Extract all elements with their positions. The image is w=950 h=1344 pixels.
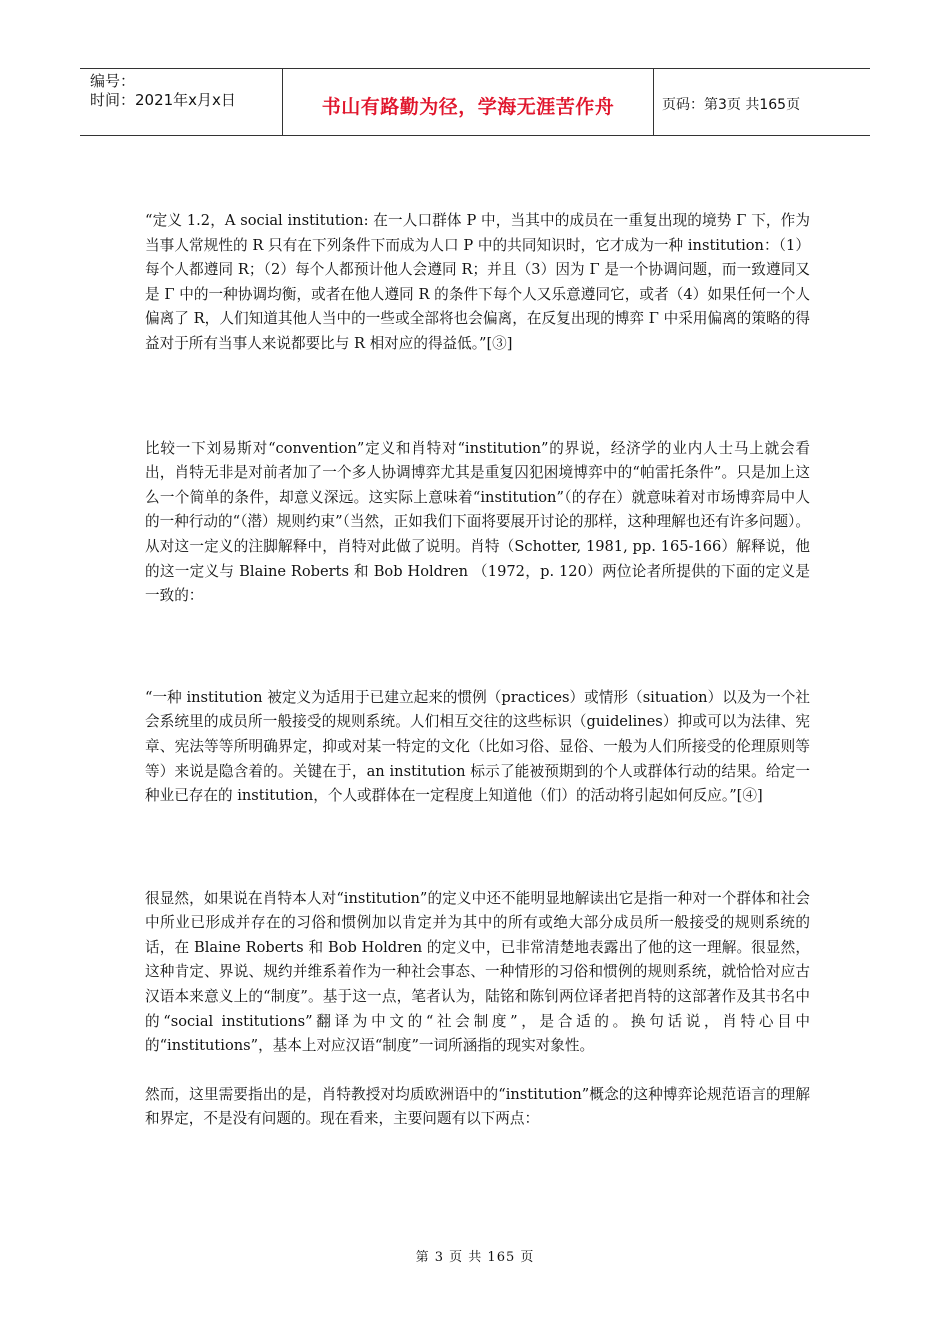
header-page-info: 页码：第3页 共165页	[662, 97, 801, 113]
problem-intro-paragraph: 然而，这里需要指出的是，肖特教授对均质欧洲语中的“institution”概念的这种博弈论规范语言的理解和界定，不是没有问题的。现在看来，主要问题有以下两点：	[145, 1085, 810, 1128]
page-footer: 第 3 页 共 165 页	[415, 1250, 535, 1265]
page-header	[80, 68, 870, 136]
document-number-label: 编号：	[90, 72, 136, 90]
paragraph-spacer	[145, 1059, 810, 1083]
header-meta	[80, 69, 283, 135]
paragraph-spacer	[145, 609, 810, 686]
paragraph-spacer	[145, 357, 810, 437]
document-body	[145, 209, 810, 1132]
document-time-label: 时间：2021年x月x日	[90, 91, 236, 109]
quote-definition-paragraph: “定义 1.2，A social institution: 在一人口群体 P 中，当其中的成员在一重复出现的境势 Γ 下，作为当事人常规性的 R 只有在下列条件下而成为人口 P 中的共同知识时，它才成为一种 institution：（1）每个人都遵同 R；（2）每个人都预计他人会遵同 R；并且（3）因为 Γ 是一个协调问题，而一致遵同又是 Γ 中的一种协调均衡，或者在他人遵同 R 的条件下每个人又乐意遵同它，或者（4）如果任何一个人偏离了 R，人们知道其他人当中的一些或全部将也会偏离，在反复出现的博弈 Γ 中采用偏离的策略的得益对于所有当事人来说都要比与 R 相对应的得益低。”[③]	[145, 212, 810, 352]
quote-institution-paragraph: “一种 institution 被定义为适用于已建立起来的惯例（practices）或情形（situation）以及为一个社会系统里的成员所一般接受的规则系统。人们相互交往的这些标识（guidelines）抑或可以为法律、宪章、宪法等等所明确界定，抑或对某一特定的文化（比如习俗、显俗、一般为人们所接受的伦理原则等等）来说是隐含着的。关键在于，an institution 标示了能被预期到的个人或群体行动的结果。给定一种业已存在的 institution，个人或群体在一定程度上知道他（们）的活动将引起如何反应。”[④]	[145, 688, 810, 805]
analysis-paragraph: 很显然，如果说在肖特本人对“institution”的定义中还不能明显地解读出它是指一种对一个群体和社会中所业已形成并存在的习俗和惯例加以肯定并为其中的所有或绝大部分成员所一般接受的规则系统的话，在 Blaine Roberts 和 Bob Holdren 的定义中，已非常清楚地表露出了他的这一理解。很显然，这种肯定、界说、规约并维系着作为一种社会事态、一种情形的习俗和惯例的规则系统，就恰恰对应古汉语本来意义上的“制度”。基于这一点，笔者认为，陆铭和陈钊两位译者把肖特的这部著作及其书名中的“social institutions”翻译为中文的“社会制度”，是合适的。换句话说，肖特心目中的“institutions”，基本上对应汉语“制度”一词所涵指的现实对象性。	[145, 889, 810, 1055]
header-motto: 书山有路勤为径，学海无涯苦作舟	[321, 95, 615, 118]
header-motto-cell	[283, 69, 654, 135]
header-page-info-cell	[654, 69, 870, 135]
comparison-paragraph: 比较一下刘易斯对“convention”定义和肖特对“institution”的界说，经济学的业内人士马上就会看出，肖特无非是对前者加了一个多人协调博弈尤其是重复囚犯困境博弈中的“帕雷托条件”。只是加上这么一个简单的条件，却意义深远。这实际上意味着“institution”（的存在）就意味着对市场博弈局中人的一种行动的“（潜）规则约束”（当然，正如我们下面将要展开讨论的那样，这种理解也还有许多问题）。从对这一定义的注脚解释中，肖特对此做了说明。肖特（Schotter, 1981, pp. 165-166）解释说，他的这一定义与 Blaine Roberts 和 Bob Holdren （1972，p. 120）两位论者所提供的下面的定义是一致的：	[145, 439, 810, 605]
paragraph-spacer	[145, 809, 810, 887]
